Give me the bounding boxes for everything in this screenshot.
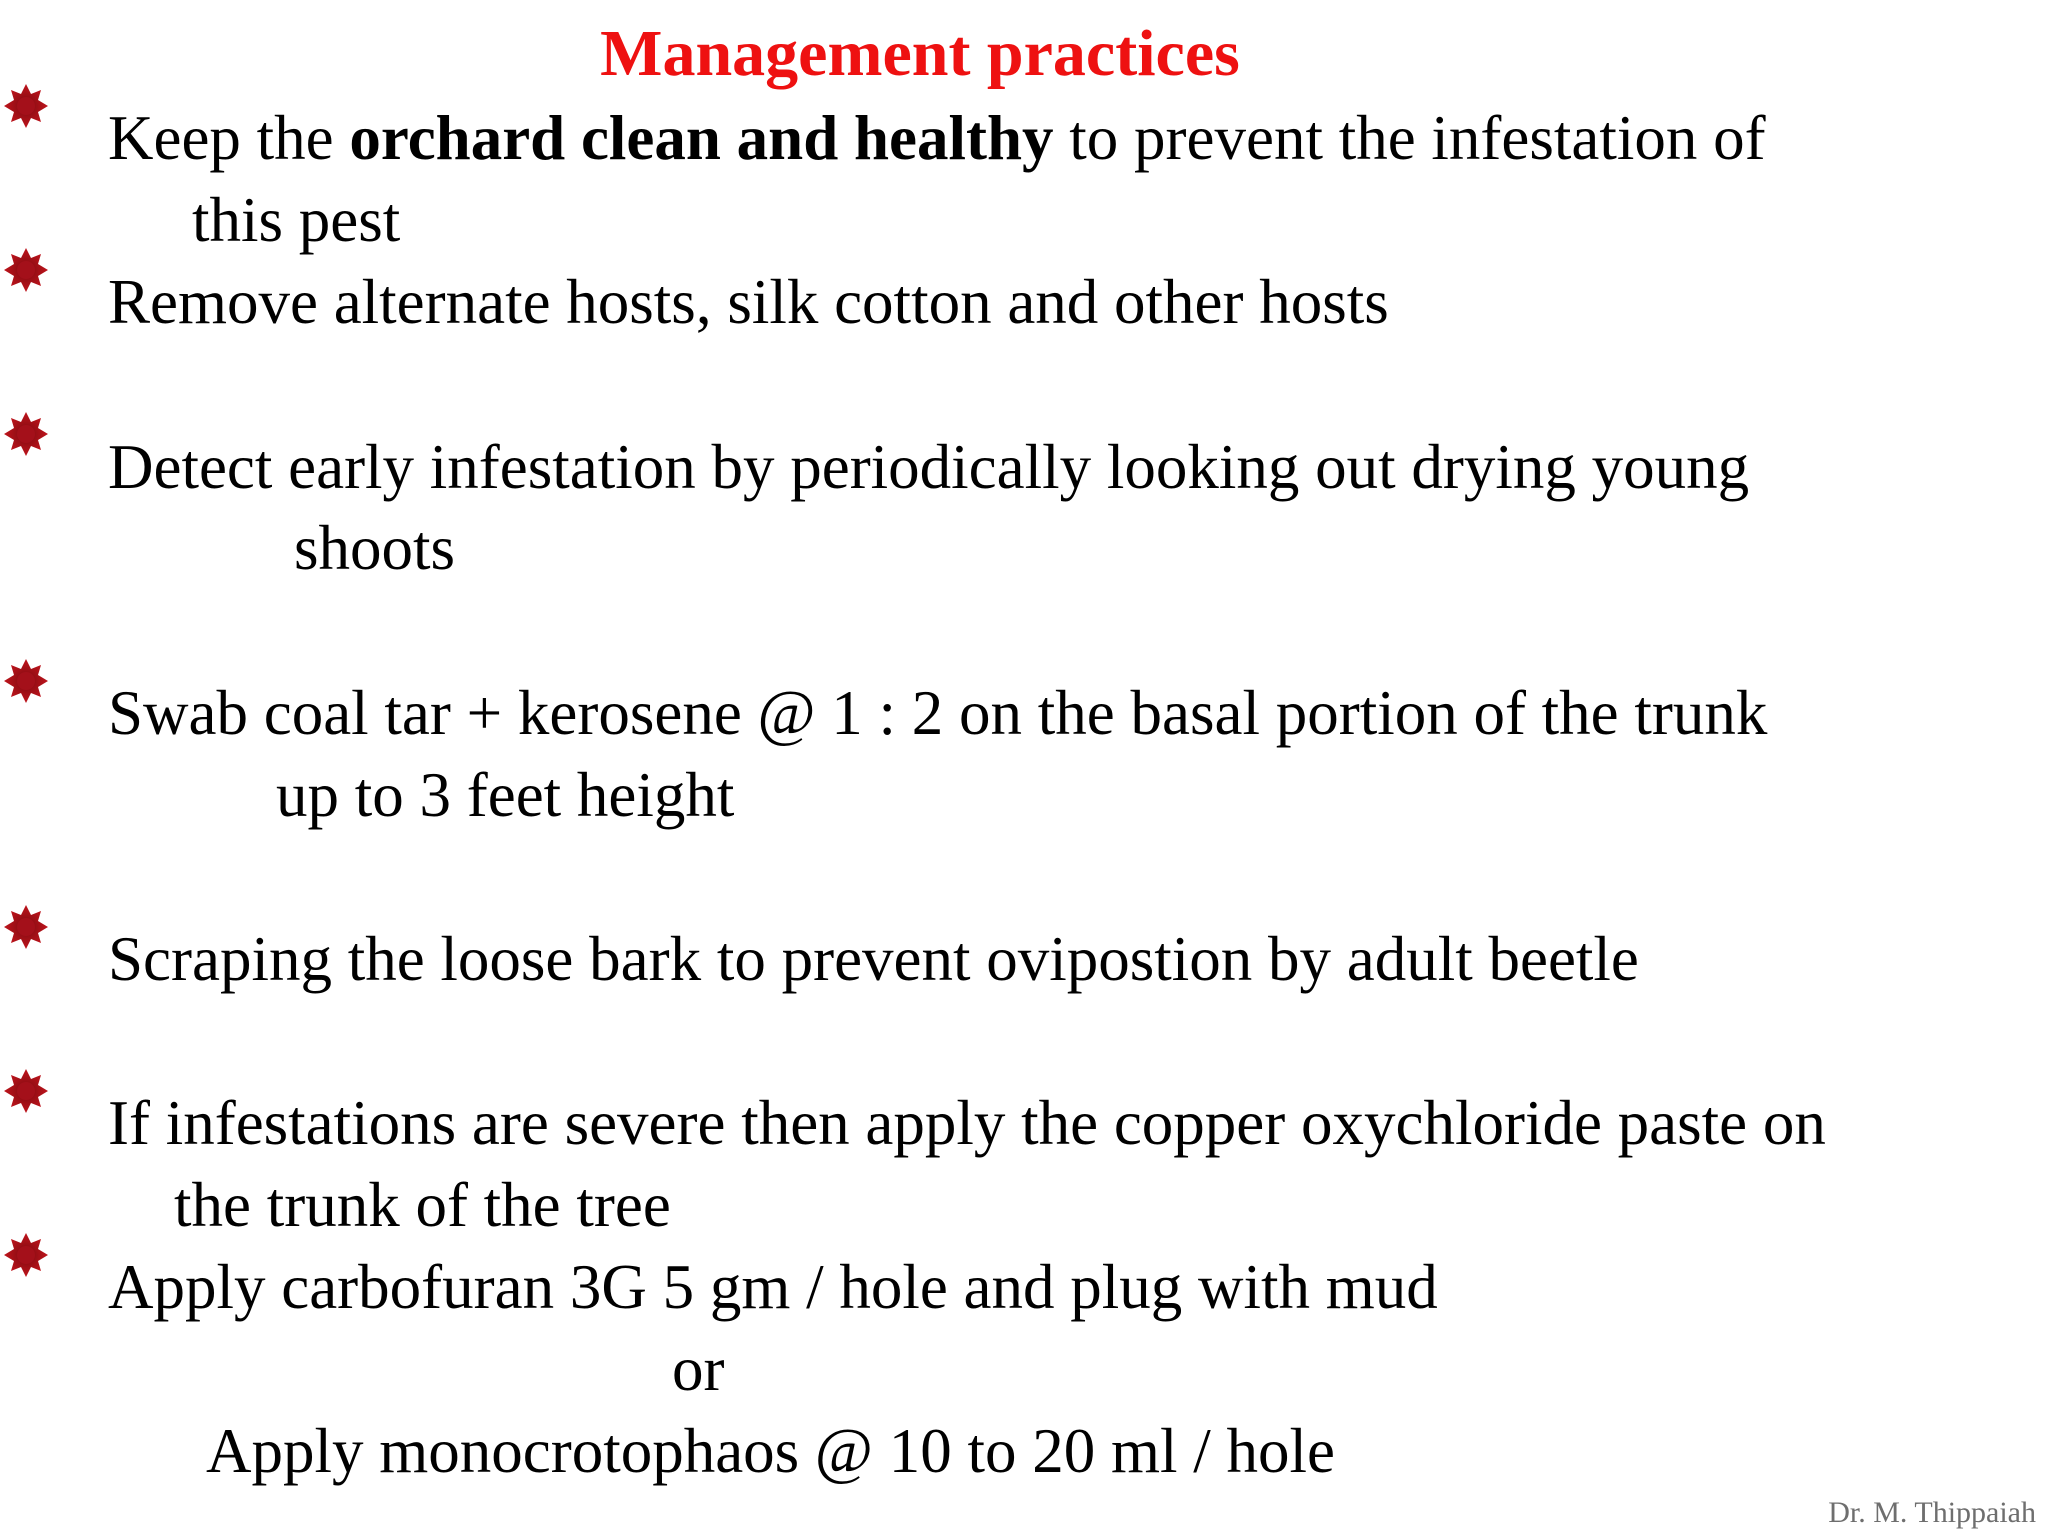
starburst-bullet-icon — [2, 82, 50, 130]
bullet-2-line-1: Remove alternate hosts, silk cotton and other hosts — [108, 267, 1389, 337]
starburst-bullet-icon — [2, 903, 50, 951]
starburst-bullet-icon — [2, 410, 50, 458]
bullet-1-line-1 — [108, 98, 1766, 178]
bullet-1-line-2: this pest — [192, 185, 401, 255]
author-footer: Dr. M. Thippaiah — [1828, 1496, 2036, 1529]
starburst-bullet-icon — [2, 657, 50, 705]
bullet-6-line-1: If infestations are severe then apply the copper oxychloride paste on — [108, 1088, 1826, 1158]
slide-title: Management practices — [600, 17, 1240, 90]
bullet-4-line-2: up to 3 feet height — [276, 760, 735, 830]
starburst-bullet-icon — [2, 1067, 50, 1115]
bullet-7-line-1: Apply carbofuran 3G 5 gm / hole and plug with mud — [108, 1252, 1438, 1322]
bullet-1-text-post: to prevent the infestation of — [1053, 103, 1766, 173]
bullet-6-line-2: the trunk of the tree — [174, 1170, 671, 1240]
bullet-4-line-1: Swab coal tar + kerosene @ 1 : 2 on the basal portion of the trunk — [108, 678, 1768, 748]
bullet-1-text-bold: orchard clean and healthy — [349, 103, 1054, 173]
bullet-1-text-pre: Keep the — [108, 103, 350, 173]
bullet-3-line-2: shoots — [294, 513, 456, 583]
bullet-7-line-2: or — [672, 1334, 725, 1404]
bullet-3-line-1: Detect early infestation by periodically looking out drying young — [108, 432, 1750, 502]
starburst-bullet-icon — [2, 246, 50, 294]
bullet-5-line-1: Scraping the loose bark to prevent ovipostion by adult beetle — [108, 924, 1639, 994]
bullet-7-line-3: Apply monocrotophaos @ 10 to 20 ml / hole — [206, 1416, 1335, 1486]
starburst-bullet-icon — [2, 1231, 50, 1279]
